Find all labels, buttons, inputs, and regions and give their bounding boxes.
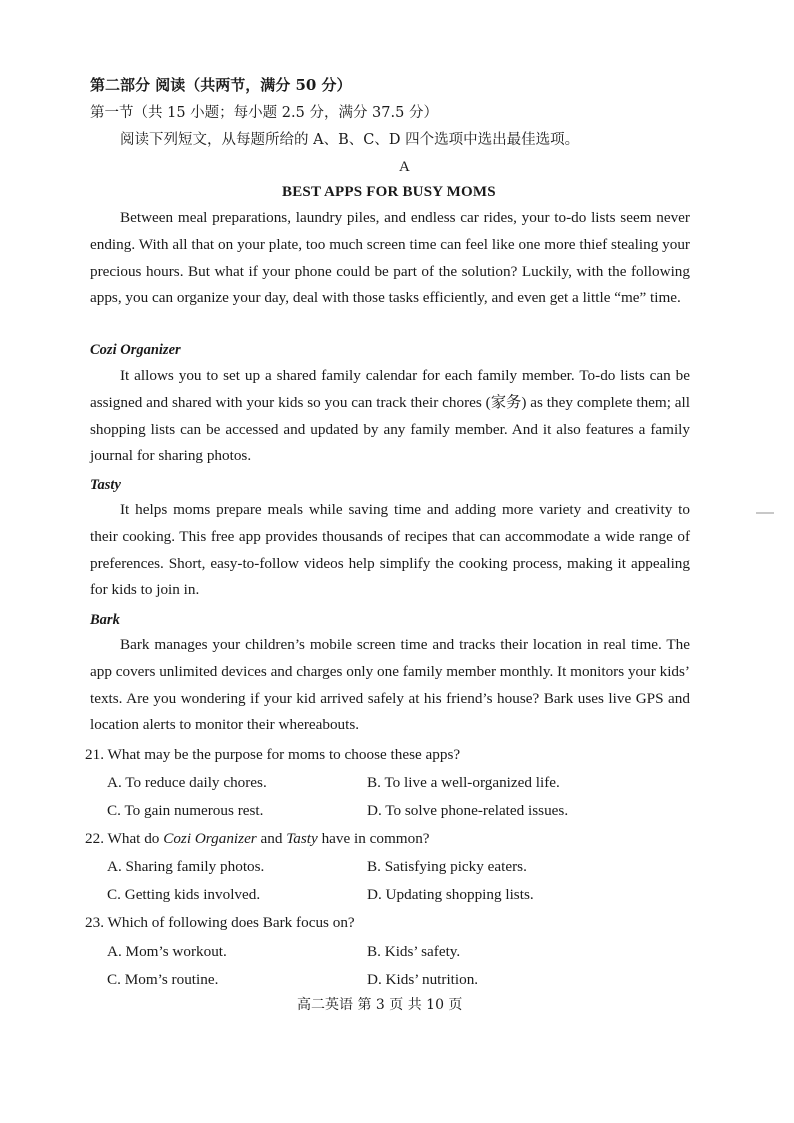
question-number: 22. bbox=[85, 830, 104, 847]
app-name-bark: Bark bbox=[90, 612, 120, 628]
instructions: 阅读下列短文，从每题所给的 A、B、C、D 四个选项中选出最佳选项。 bbox=[120, 132, 580, 148]
option-21-d[interactable]: D. To solve phone-related issues. bbox=[367, 802, 569, 819]
app-description-bark: Bark manages your children’s mobile screen time and tracks their location in real time. The app covers unlimited devices and charges only one family member monthly. It monitors your kids’ texts. Are you wondering if your kid arrived safely at his friend’s house? Bark uses live GPS and location alerts to monitor their whereabouts. bbox=[90, 636, 690, 734]
app-description-cozi: It allows you to set up a shared family calendar for each family member. To-do lists can be assigned and shared with your kids so you can track their chores (家务) as they complete them; all shopping lists can be accessed and updated by any family member. And it also features a family journal for sharing photos. bbox=[90, 367, 690, 465]
question-number: 23. bbox=[85, 914, 104, 931]
option-22-a[interactable]: A. Sharing family photos. bbox=[107, 858, 265, 875]
question-stem-app-2: Tasty bbox=[286, 830, 318, 847]
app-name-tasty: Tasty bbox=[90, 477, 121, 493]
option-23-c[interactable]: C. Mom’s routine. bbox=[107, 971, 219, 988]
option-21-b[interactable]: B. To live a well-organized life. bbox=[367, 774, 560, 791]
passage-title: BEST APPS FOR BUSY MOMS bbox=[282, 184, 496, 200]
section-title: 第一节（共 15 小题；每小题 2.5 分，满分 37.5 分） bbox=[90, 105, 438, 121]
question-stem-mid: and bbox=[256, 830, 287, 847]
question-number: 21. bbox=[85, 746, 104, 763]
question-stem: What may be the purpose for moms to choose these apps? bbox=[107, 746, 461, 763]
question-23 bbox=[85, 914, 355, 932]
option-22-d[interactable]: D. Updating shopping lists. bbox=[367, 886, 534, 903]
option-23-a[interactable]: A. Mom’s workout. bbox=[107, 943, 227, 960]
option-23-b[interactable]: B. Kids’ safety. bbox=[367, 943, 461, 960]
option-21-a[interactable]: A. To reduce daily chores. bbox=[107, 774, 267, 791]
app-name-cozi: Cozi Organizer bbox=[90, 342, 181, 358]
option-21-c[interactable]: C. To gain numerous rest. bbox=[107, 802, 264, 819]
option-22-c[interactable]: C. Getting kids involved. bbox=[107, 886, 261, 903]
question-stem-pre: What do bbox=[107, 830, 164, 847]
passage-letter: A bbox=[399, 159, 410, 175]
question-22 bbox=[85, 830, 430, 848]
scan-artifact bbox=[756, 512, 774, 514]
part-title: 第二部分 阅读（共两节，满分 50 分） bbox=[90, 76, 352, 94]
question-21 bbox=[85, 746, 460, 764]
question-stem-app-1: Cozi Organizer bbox=[163, 830, 257, 847]
option-23-d[interactable]: D. Kids’ nutrition. bbox=[367, 971, 479, 988]
intro-paragraph: Between meal preparations, laundry piles, and endless car rides, your to-do lists seem never ending. With all that on your plate, too much screen time can feel like one more thief stealing your precious hours. But what if your phone could be part of the solution? Luckily, with the following apps, you can organize your day, deal with those tasks efficiently, and even get a little “me” time. bbox=[90, 209, 690, 307]
question-stem-post: have in common? bbox=[317, 830, 430, 847]
page-footer: 高二英语 第 3 页 共 10 页 bbox=[297, 997, 463, 1013]
option-22-b[interactable]: B. Satisfying picky eaters. bbox=[367, 858, 527, 875]
app-description-tasty: It helps moms prepare meals while saving time and adding more variety and creativity to their cooking. This free app provides thousands of recipes that can accommodate a wide range of preferences. Short, easy-to-follow videos help simplify the cooking process, making it appealing for kids to join in. bbox=[90, 501, 690, 599]
question-stem: Which of following does Bark focus on? bbox=[107, 914, 355, 931]
